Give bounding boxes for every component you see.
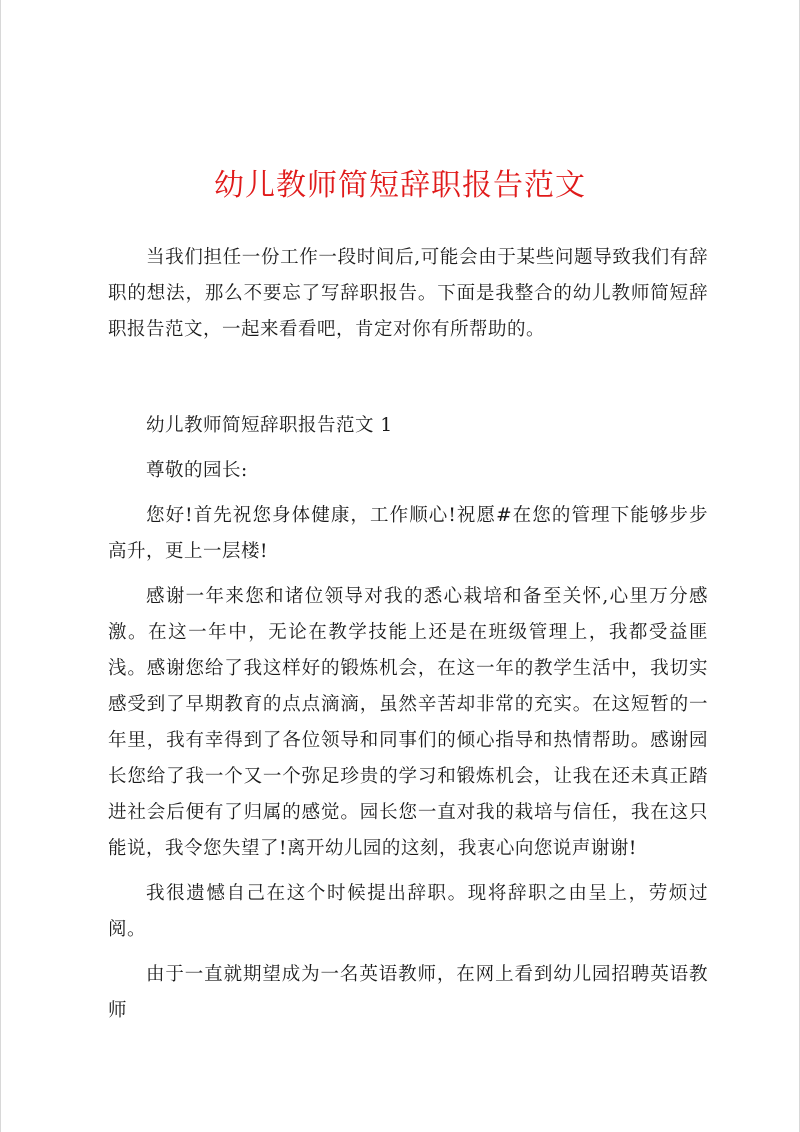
greeting-paragraph: 您好!首先祝您身体健康，工作顺心!祝愿#在您的管理下能够步步高升，更上一层楼! — [108, 505, 708, 562]
document-title: 幼儿教师简短辞职报告范文 — [214, 168, 586, 203]
salutation: 尊敬的园长: — [146, 460, 248, 481]
resignation-paragraph: 我很遗憾自己在这个时候提出辞职。现将辞职之由呈上，劳烦过阅。 — [108, 883, 708, 940]
section-heading: 幼儿教师简短辞职报告范文 1 — [146, 415, 393, 436]
document-body — [108, 240, 708, 1038]
gratitude-paragraph: 感谢一年来您和诸位领导对我的悉心栽培和备至关怀,心里万分感激。在这一年中，无论在教学技能上还是在班级管理上，我都受益匪浅。感谢您给了我这样好的锻炼机会，在这一年的教学生活中，我切实感受到了早期教育的点点滴滴，虽然辛苦却非常的充实。在这短暂的一年里，我有幸得到了各位领导和同事们的倾心指导和热情帮助。感谢园长您给了我一个又一个弥足珍贵的学习和锻炼机会，让我在还未真正踏进社会后便有了归属的感觉。园长您一直对我的栽培与信任，我在这只能说，我令您失望了!离开幼儿园的这刻，我衷心向您说声谢谢! — [108, 586, 708, 859]
reason-paragraph: 由于一直就期望成为一名英语教师，在网上看到幼儿园招聘英语教师 — [108, 964, 708, 1021]
intro-paragraph: 当我们担任一份工作一段时间后,可能会由于某些问题导致我们有辞职的想法，那么不要忘了写辞职报告。下面是我整合的幼儿教师简短辞职报告范文，一起来看看吧，肯定对你有所帮助的。 — [108, 247, 708, 340]
